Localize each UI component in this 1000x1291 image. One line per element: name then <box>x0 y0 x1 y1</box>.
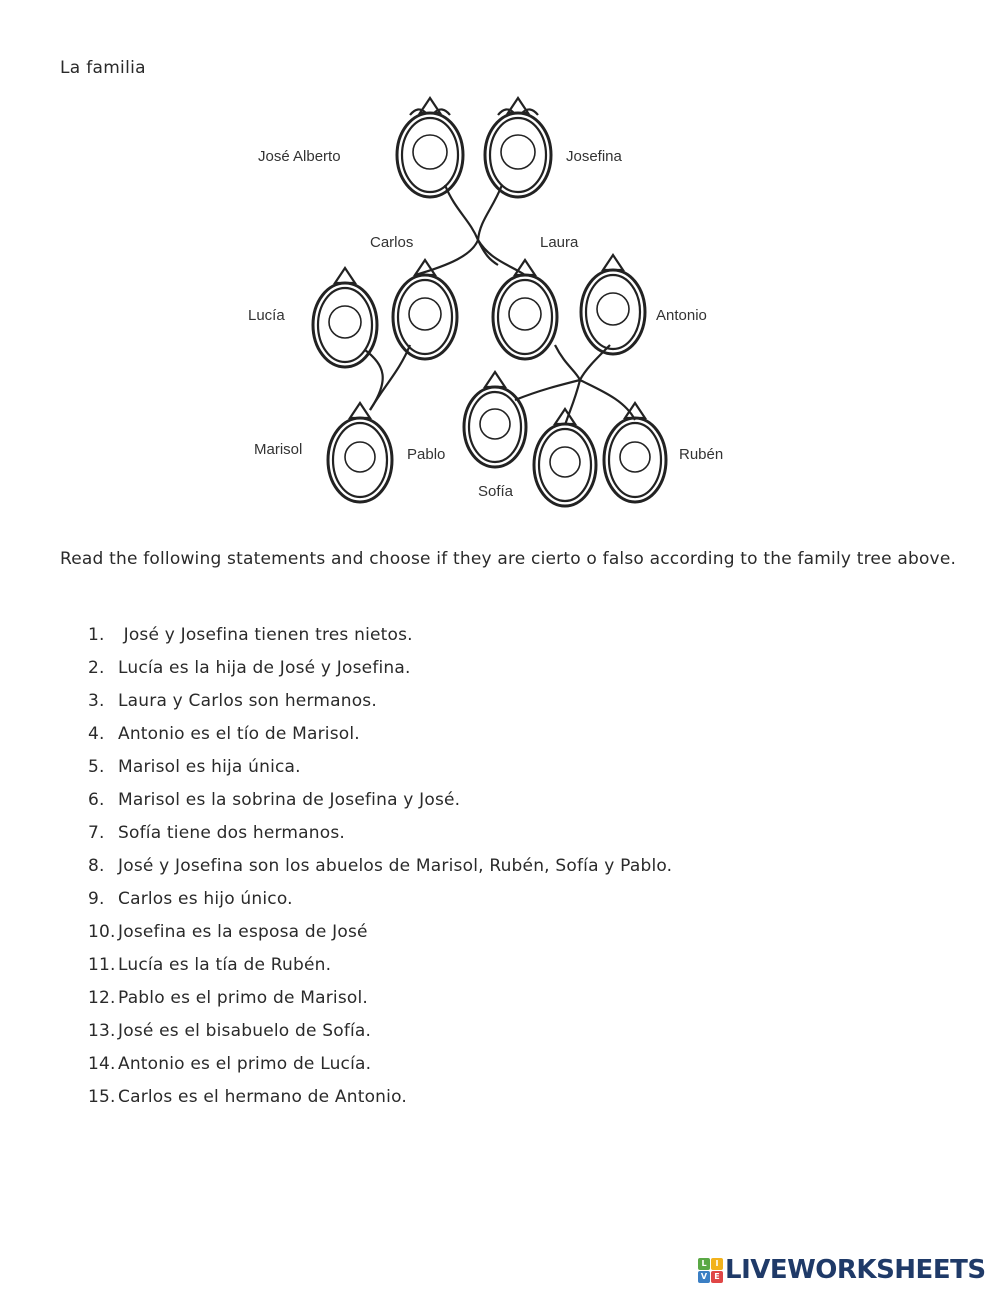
tree-label-marisol: Marisol <box>254 441 303 458</box>
statement-text: Antonio es el tío de Marisol. <box>118 724 360 744</box>
statement-number: 3. <box>88 691 105 711</box>
statement-number: 7. <box>88 823 105 843</box>
statement-text: Laura y Carlos son hermanos. <box>118 691 377 711</box>
statement-text: Sofía tiene dos hermanos. <box>118 823 345 843</box>
logo-tile-e: E <box>711 1271 723 1283</box>
statement-item <box>88 1051 672 1084</box>
instructions-text: Read the following statements and choose if they are cierto o falso according to the family tree above. <box>60 549 957 569</box>
statement-number: 5. <box>88 757 105 777</box>
statement-text: Lucía es la tía de Rubén. <box>118 955 332 975</box>
liveworksheets-logo[interactable] <box>698 1255 986 1285</box>
statement-number: 15. <box>88 1087 116 1107</box>
statement-number: 9. <box>88 889 105 909</box>
logo-tile-v: V <box>698 1271 710 1283</box>
statement-number: 2. <box>88 658 105 678</box>
logo-tile-l: L <box>698 1258 710 1270</box>
statement-number: 6. <box>88 790 105 810</box>
logo-tiles-icon <box>698 1258 723 1283</box>
tree-label-jose-alberto: José Alberto <box>258 148 341 165</box>
tree-label-sofia: Sofía <box>478 483 514 500</box>
statement-text: José y Josefina tienen tres nietos. <box>118 625 413 645</box>
logo-tile-i: I <box>711 1258 723 1270</box>
statement-text: Josefina es la esposa de José <box>118 922 368 942</box>
statement-item <box>88 853 672 886</box>
tree-label-pablo: Pablo <box>407 446 446 463</box>
statement-text: José y Josefina son los abuelos de Marisol, Rubén, Sofía y Pablo. <box>118 856 673 876</box>
statement-item <box>88 754 672 787</box>
family-tree-illustration <box>240 80 760 520</box>
statement-item <box>88 886 672 919</box>
statement-text: Marisol es hija única. <box>118 757 301 777</box>
statement-item <box>88 688 672 721</box>
tree-label-carlos: Carlos <box>370 234 414 251</box>
statements-list <box>88 622 672 1117</box>
statement-text: Antonio es el primo de Lucía. <box>118 1054 372 1074</box>
statement-number: 12. <box>88 988 116 1008</box>
statement-number: 1. <box>88 625 105 645</box>
statement-number: 4. <box>88 724 105 744</box>
statement-number: 10. <box>88 922 116 942</box>
tree-label-ruben: Rubén <box>679 446 724 463</box>
statement-text: Marisol es la sobrina de Josefina y José. <box>118 790 461 810</box>
statement-item <box>88 787 672 820</box>
statement-number: 11. <box>88 955 116 975</box>
tree-label-josefina: Josefina <box>566 148 622 165</box>
tree-label-lucia: Lucía <box>248 307 285 324</box>
statement-text: Carlos es el hermano de Antonio. <box>118 1087 407 1107</box>
statement-number: 13. <box>88 1021 116 1041</box>
logo-wordmark: LIVEWORKSHEETS <box>725 1255 986 1285</box>
statement-item <box>88 820 672 853</box>
tree-label-antonio: Antonio <box>656 307 707 324</box>
statement-item <box>88 721 672 754</box>
statement-text: José es el bisabuelo de Sofía. <box>118 1021 372 1041</box>
statement-item <box>88 655 672 688</box>
statement-item <box>88 952 672 985</box>
statement-number: 14. <box>88 1054 116 1074</box>
statement-item <box>88 1084 672 1117</box>
worksheet-title: La familia <box>60 58 146 78</box>
statement-item <box>88 622 672 655</box>
statement-item <box>88 985 672 1018</box>
statement-text: Pablo es el primo de Marisol. <box>118 988 369 1008</box>
statement-text: Lucía es la hija de José y Josefina. <box>118 658 411 678</box>
statement-item <box>88 1018 672 1051</box>
statement-text: Carlos es hijo único. <box>118 889 293 909</box>
statement-number: 8. <box>88 856 105 876</box>
tree-label-laura: Laura <box>540 234 579 251</box>
statement-item <box>88 919 672 952</box>
